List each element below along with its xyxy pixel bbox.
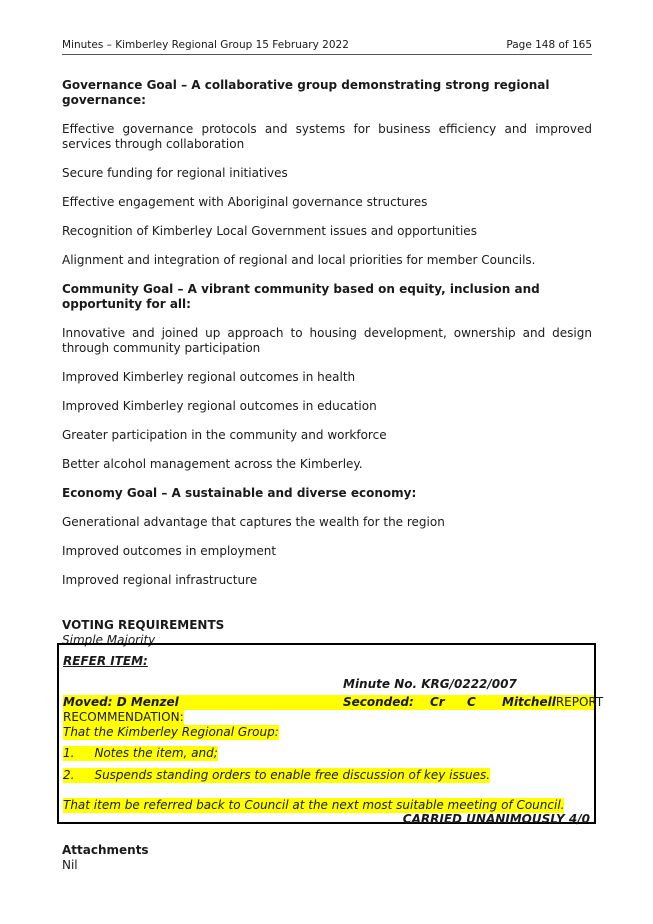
recommendation-point-1 bbox=[63, 746, 218, 761]
header-title: Minutes – Kimberley Regional Group 15 February 2022 bbox=[62, 39, 349, 51]
governance-item: Effective governance protocols and systems for business efficiency and improved services through collaboration bbox=[62, 122, 592, 151]
attachments-value: Nil bbox=[62, 858, 78, 872]
page-number: Page 148 of 165 bbox=[506, 39, 592, 51]
carried-result: CARRIED UNANIMOUSLY 4/0 bbox=[402, 812, 590, 826]
seconded-label: Seconded: bbox=[343, 695, 414, 709]
community-item: Improved Kimberley regional outcomes in health bbox=[62, 370, 356, 384]
seconded-name-report bbox=[502, 695, 603, 710]
community-goal-heading: Community Goal – A vibrant community based on equity, inclusion and opportunity for all: bbox=[62, 282, 540, 311]
recommendation-point-2 bbox=[63, 768, 490, 783]
economy-item: Generational advantage that captures the wealth for the region bbox=[62, 515, 445, 529]
point-number: 2. bbox=[63, 768, 75, 782]
governance-item: Effective engagement with Aboriginal governance structures bbox=[62, 195, 428, 209]
point-text: Suspends standing orders to enable free discussion of key issues. bbox=[94, 768, 491, 782]
community-item: Greater participation in the community and workforce bbox=[62, 428, 387, 442]
seconded-cr: Cr bbox=[430, 695, 445, 709]
recommendation-label: RECOMMENDATION: bbox=[63, 710, 184, 724]
voting-requirements-value: Simple Majority bbox=[62, 633, 156, 647]
governance-item: Secure funding for regional initiatives bbox=[62, 166, 288, 180]
page-header bbox=[62, 37, 592, 55]
resolution-box bbox=[57, 643, 604, 826]
moved-by: Moved: D Menzel bbox=[63, 695, 179, 709]
economy-goal-heading: Economy Goal – A sustainable and diverse economy: bbox=[62, 486, 417, 500]
minute-number: Minute No. KRG/0222/007 bbox=[343, 677, 517, 691]
community-item: Innovative and joined up approach to housing development, ownership and design through community participation bbox=[62, 326, 592, 355]
voting-requirements-heading: VOTING REQUIREMENTS bbox=[62, 618, 225, 632]
governance-item: Alignment and integration of regional and local priorities for member Councils. bbox=[62, 253, 536, 267]
refer-item-label: REFER ITEM: bbox=[63, 654, 148, 668]
point-number: 1. bbox=[63, 746, 75, 760]
referral-statement: That item be referred back to Council at the next most suitable meeting of Council. bbox=[63, 798, 565, 812]
community-item: Improved Kimberley regional outcomes in education bbox=[62, 399, 377, 413]
seconded-name: Mitchell bbox=[502, 695, 556, 709]
economy-item: Improved outcomes in employment bbox=[62, 544, 277, 558]
community-item: Better alcohol management across the Kimberley. bbox=[62, 457, 363, 471]
point-text: Notes the item, and; bbox=[94, 746, 218, 760]
economy-item: Improved regional infrastructure bbox=[62, 573, 258, 587]
governance-item: Recognition of Kimberley Local Government issues and opportunities bbox=[62, 224, 477, 238]
seconded-c: C bbox=[467, 695, 476, 709]
attachments-heading: Attachments bbox=[62, 843, 149, 857]
governance-goal-heading: Governance Goal – A collaborative group demonstrating strong regional governance: bbox=[62, 78, 550, 107]
recommendation-intro: That the Kimberley Regional Group: bbox=[63, 725, 279, 739]
document-body bbox=[62, 78, 592, 648]
report-label: REPORT bbox=[555, 695, 604, 709]
